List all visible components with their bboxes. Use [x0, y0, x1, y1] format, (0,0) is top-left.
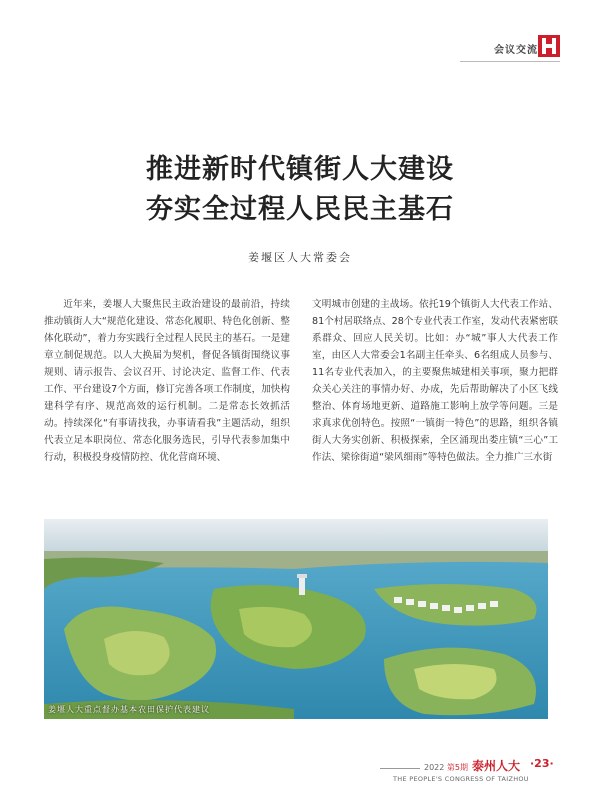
footer-issue [424, 762, 468, 773]
section-label: 会议交流 [494, 45, 538, 56]
photo-caption: 姜堰人大重点督办基本农田保护代表建议 [48, 705, 210, 714]
body-paragraph-right: 文明城市创建的主战场。依托19个镇街人大代表工作站、81个村居联络点、28个专业代表工作室，发动代表紧密联系群众、回应人民关切。比如：办“城”事人大代表工作室，由区人大常委会1名副主任牵头、6名组成人员参与、11名专业代表加入，的主要聚焦城建相关事项，聚力把群众关心关注的事情办好、办成，先后帮助解决了小区飞线整治、体育场地更新、道路施工影响上放学等问题。三是求真求优创特色。按照“一镇街一特色”的思路，组织各镇街人大务实创新、积极探索，全区涌现出娄庄镇“三心”工作法、梁徐街道“梁风细雨”等特色做法。全力推广三水街 [312, 299, 558, 463]
aerial-photo [44, 519, 548, 719]
title-line-1: 推进新时代镇街人大建设 [146, 154, 454, 185]
body-column-right [312, 296, 558, 466]
body-paragraph-left: 近年来，姜堰人大聚焦民主政治建设的最前沿，持续推动镇街人大“规范化建设、常态化履职、特色化创新、整体化联动”，着力夯实践行全过程人民民主的基石。一是建章立制促规范。以人大换届为契机，督促各镇街围绕议事规则、请示报告、会议召开、讨论决定、监督工作、代表工作、平台建设7个方面，修订完善各项工作制度，加快构建科学有序、规范高效的运行机制。二是常态长效抓活动。持续深化“有事请找我，办事请看我”主题活动，组织代表立足本职岗位、常态化服务选民，引导代表参加集中行动，积极投身疫情防控、优化营商环境、 [44, 299, 290, 463]
title-line-2: 夯实全过程人民民主基石 [146, 194, 454, 225]
article-author: 姜堰区人大常委会 [248, 251, 352, 264]
footer-subtitle: THE PEOPLE'S CONGRESS OF TAIZHOU [393, 775, 529, 783]
aerial-landscape-image [44, 519, 548, 719]
h-logo-icon [538, 35, 560, 57]
body-column-left [44, 296, 290, 466]
article-title [0, 150, 600, 230]
footer-issue-number: 第5期 [446, 763, 468, 772]
header-divider [460, 61, 560, 62]
footer-brand: 泰州人大 [472, 759, 521, 773]
footer-year: 2022 [424, 763, 445, 772]
header-rule [0, 0, 600, 6]
page-number: ·23· [530, 757, 554, 770]
footer-divider [380, 768, 420, 769]
